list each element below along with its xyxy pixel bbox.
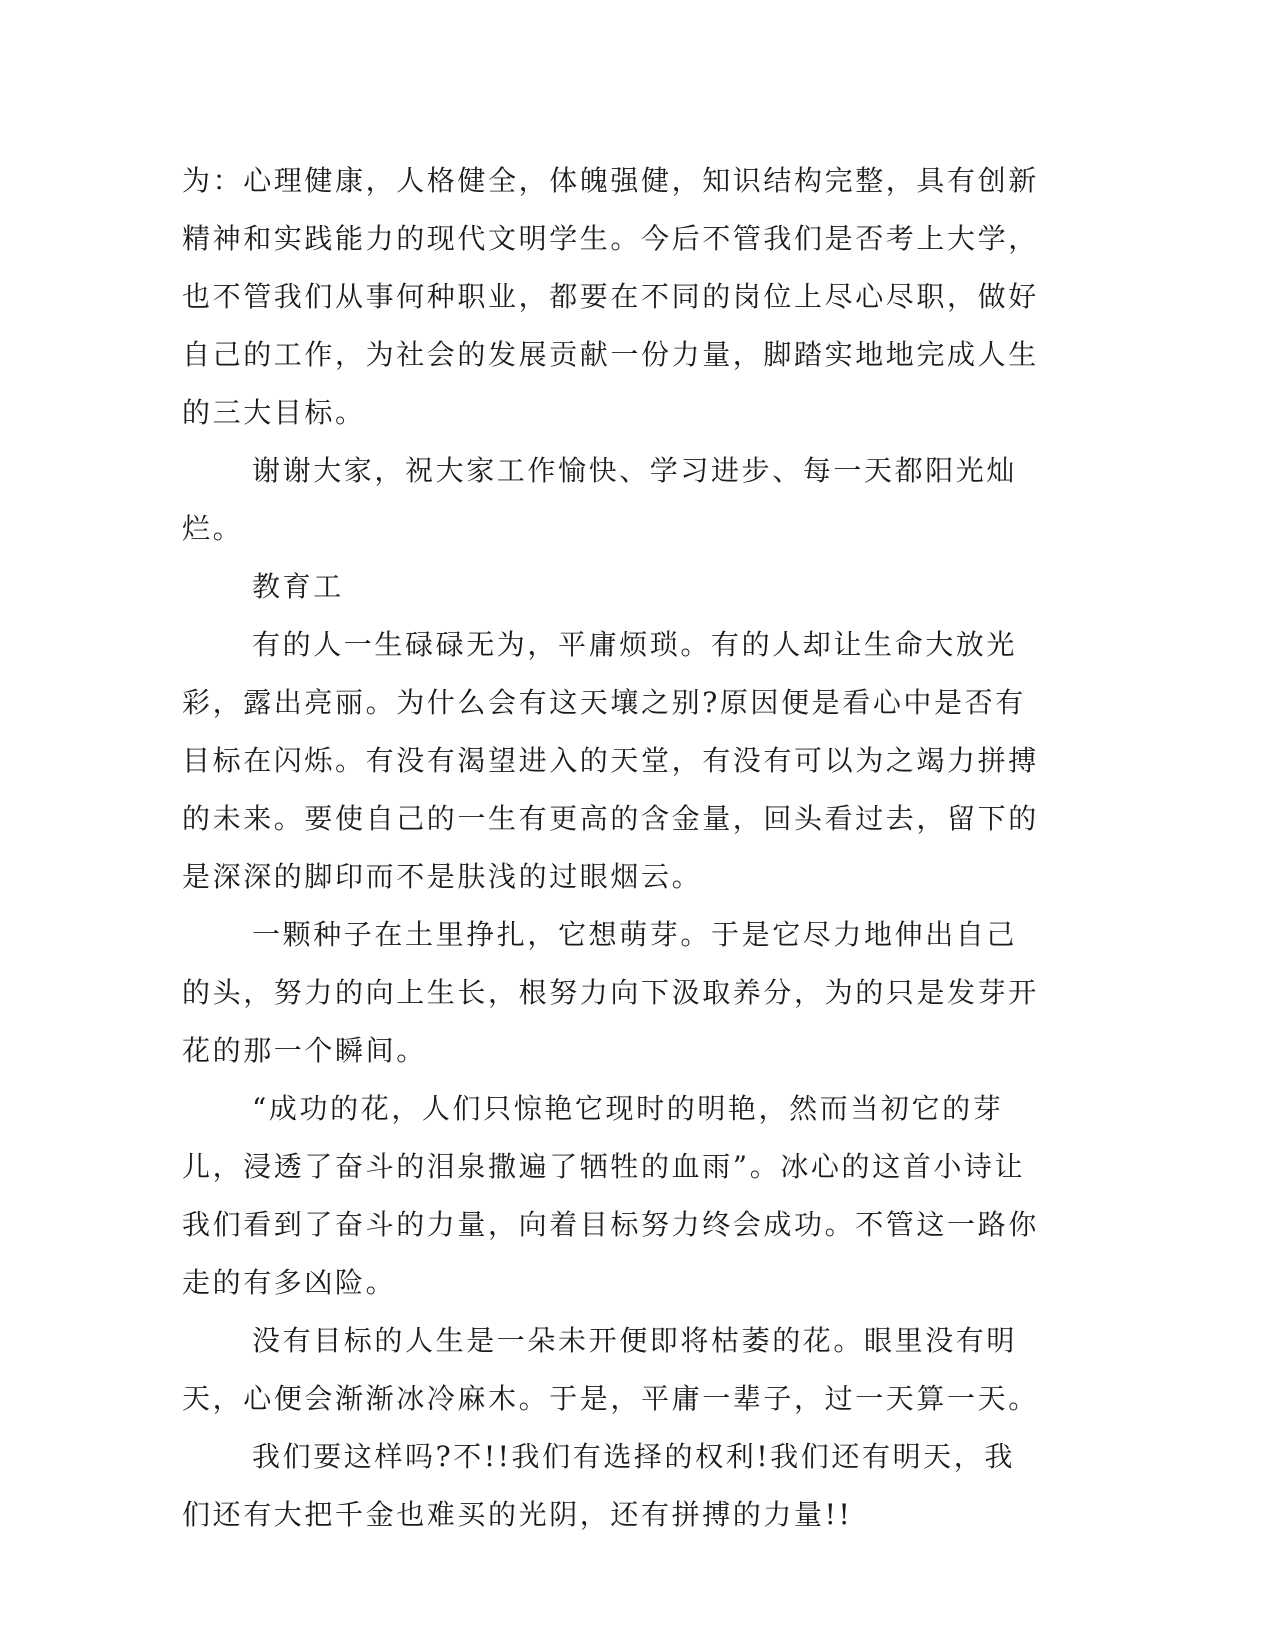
paragraph-seed: 一颗种子在土里挣扎，它想萌芽。于是它尽力地伸出自己的头，努力的向上生长，根努力向下汲取养分，为的只是发芽开花的那一个瞬间。: [182, 918, 1039, 1067]
document-body: [182, 152, 1042, 1544]
paragraph-bingxin-poem: “成功的花，人们只惊艳它现时的明艳，然而当初它的芽儿，浸透了奋斗的泪泉撒遍了牺牲的血雨”。冰心的这首小诗让我们看到了奋斗的力量，向着目标努力终会成功。不管这一路你走的有多凶险。: [182, 1092, 1039, 1299]
paragraph-continuation: 为：心理健康，人格健全，体魄强健，知识结构完整，具有创新精神和实践能力的现代文明学生。今后不管我们是否考上大学，也不管我们从事何种职业，都要在不同的岗位上尽心尽职，做好自己的工作，为社会的发展贡献一份力量，脚踏实地地完成人生的三大目标。: [182, 164, 1039, 429]
paragraph-goals: 有的人一生碌碌无为，平庸烦琐。有的人却让生命大放光彩，露出亮丽。为什么会有这天壤之别?原因便是看心中是否有目标在闪烁。有没有渴望进入的天堂，有没有可以为之竭力拼搏的未来。要使自己的一生有更高的含金量，回头看过去，留下的是深深的脚印而不是肤浅的过眼烟云。: [182, 628, 1039, 893]
paragraph-thanks: 谢谢大家，祝大家工作愉快、学习进步、每一天都阳光灿烂。: [182, 454, 1018, 545]
paragraph-no-goal: 没有目标的人生是一朵未开便即将枯萎的花。眼里没有明天，心便会渐渐冰冷麻木。于是，平庸一辈子，过一天算一天。: [182, 1324, 1039, 1415]
paragraph-choice: 我们要这样吗?不!!我们有选择的权利!我们还有明天，我们还有大把千金也难买的光阴，还有拼搏的力量!!: [182, 1440, 1015, 1531]
section-heading: 教育工: [252, 570, 344, 603]
